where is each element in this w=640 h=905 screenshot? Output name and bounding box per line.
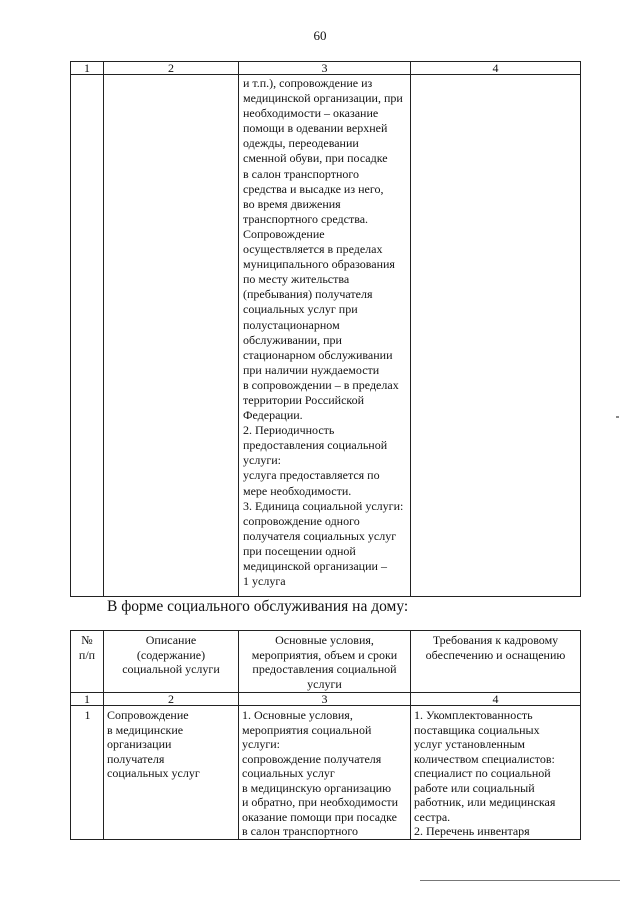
section-title: В форме социального обслуживания на дому: — [107, 598, 409, 615]
text-line: Сопровождение — [107, 708, 189, 722]
text-line: сопровождение одного — [243, 513, 360, 528]
header-conditions — [239, 631, 411, 693]
text-line: необходимости – оказание — [243, 106, 379, 121]
text-line: № — [81, 633, 93, 647]
text-line: и т.п.), сопровождение из — [243, 76, 373, 90]
column-number: 3 — [239, 62, 411, 75]
text-line: услуги: — [243, 453, 281, 468]
text-line: в салон транспортного — [242, 824, 358, 838]
column-number: 4 — [411, 62, 581, 75]
row-number: 1 — [71, 706, 104, 840]
text-line: (пребывания) получателя — [243, 287, 373, 302]
text-line: 2. Перечень инвентаря — [414, 824, 530, 838]
table-row — [71, 706, 581, 840]
text-line: 1 услуга — [243, 574, 286, 589]
header-row — [71, 631, 581, 693]
text-line: предоставления социальной — [243, 438, 388, 453]
text-line: по месту жительства — [243, 272, 350, 287]
text-line: при посещении одной — [243, 543, 356, 558]
home-services-table — [70, 630, 581, 840]
scan-edge-line — [420, 880, 620, 881]
text-line: стационарном обслуживании — [243, 347, 393, 362]
text-line: 1. Основные условия, — [242, 708, 353, 722]
text-line: в медицинские — [107, 722, 184, 737]
text-line: Основные условия, — [275, 633, 374, 647]
service-description — [104, 706, 239, 840]
text-line: мероприятия, объем и сроки — [251, 647, 398, 662]
text-line: п/п — [78, 647, 96, 662]
text-line: во время движения — [243, 196, 341, 211]
continued-services-table — [70, 61, 581, 597]
column-number: 4 — [411, 693, 581, 706]
text-line: получателя социальных услуг — [243, 528, 397, 543]
column-number: 3 — [239, 693, 411, 706]
empty-cell — [104, 75, 239, 597]
text-line: (содержание) — [136, 647, 206, 662]
column-number: 1 — [71, 62, 104, 75]
text-line: оказание помощи при посадке — [242, 809, 397, 824]
page-number: 60 — [313, 28, 327, 43]
text-line: организации — [107, 737, 172, 751]
header-requirements — [411, 631, 581, 693]
text-line: мероприятия социальной — [242, 722, 372, 737]
text-line: медицинской организации, при — [243, 91, 403, 106]
text-line: количеством специалистов: — [414, 751, 555, 766]
text-line: муниципального образования — [243, 257, 395, 272]
service-conditions — [239, 706, 411, 840]
empty-cell — [71, 75, 104, 597]
text-line: сестра. — [414, 809, 451, 824]
text-line: средства и высадке из него, — [243, 181, 384, 196]
text-line: предоставления социальной — [252, 662, 397, 676]
text-line: социальных услуг при — [243, 302, 358, 317]
text-line: в медицинскую организацию — [242, 780, 392, 795]
text-line: полустационарном — [243, 317, 340, 332]
text-line: и обратно, при необходимости — [242, 795, 399, 809]
continued-row — [71, 75, 581, 597]
scan-speck — [616, 416, 619, 418]
text-line: получателя — [107, 751, 165, 766]
text-line: социальной услуги — [122, 662, 220, 676]
header-description — [104, 631, 239, 693]
text-line: услуг установленным — [414, 737, 526, 751]
text-line: обслуживании, при — [243, 332, 342, 347]
column-number: 2 — [104, 693, 239, 706]
text-line: 2. Периодичность — [243, 423, 335, 438]
text-line: услуги: — [242, 737, 280, 751]
text-line: Требования к кадровому — [432, 633, 559, 647]
service-requirements — [411, 706, 581, 840]
text-line: специалист по социальной — [414, 766, 551, 780]
column-number: 1 — [71, 693, 104, 706]
text-line: сопровождение получателя — [242, 751, 382, 766]
text-line: одежды, переодевании — [243, 136, 359, 151]
conditions-continued-cell — [239, 75, 411, 597]
text-line: сменной обуви, при посадке — [243, 151, 388, 166]
text-line: поставщика социальных — [414, 722, 540, 737]
text-line: социальных услуг — [242, 766, 335, 780]
text-line: Федерации. — [243, 408, 303, 423]
text-line: социальных услуг — [107, 766, 200, 780]
text-line: Сопровождение — [243, 226, 325, 241]
text-line: обеспечению и оснащению — [425, 647, 566, 662]
text-line: в салон транспортного — [243, 166, 359, 181]
text-line: медицинской организации – — [243, 559, 387, 573]
column-number-row — [71, 62, 581, 75]
column-number-row — [71, 693, 581, 706]
text-line: транспортного средства. — [243, 211, 369, 226]
text-line: Описание — [145, 633, 197, 647]
text-line: при наличии нуждаемости — [243, 362, 380, 377]
text-line: помощи в одевании верхней — [243, 121, 388, 136]
text-line: 1. Укомплектованность — [414, 708, 533, 722]
text-line: осуществляется в пределах — [243, 242, 383, 257]
column-number: 2 — [104, 62, 239, 75]
text-line: 3. Единица социальной услуги: — [243, 498, 404, 513]
text-line: мере необходимости. — [243, 483, 352, 498]
text-line: территории Российской — [243, 392, 365, 407]
text-line: услуги — [307, 676, 342, 691]
empty-cell — [411, 75, 581, 597]
text-line: в сопровождении – в пределах — [243, 377, 399, 392]
text-line: услуга предоставляется по — [243, 468, 380, 483]
header-num — [71, 631, 104, 693]
text-line: работник, или медицинская — [414, 795, 556, 809]
text-line: работе или социальный — [414, 780, 535, 795]
